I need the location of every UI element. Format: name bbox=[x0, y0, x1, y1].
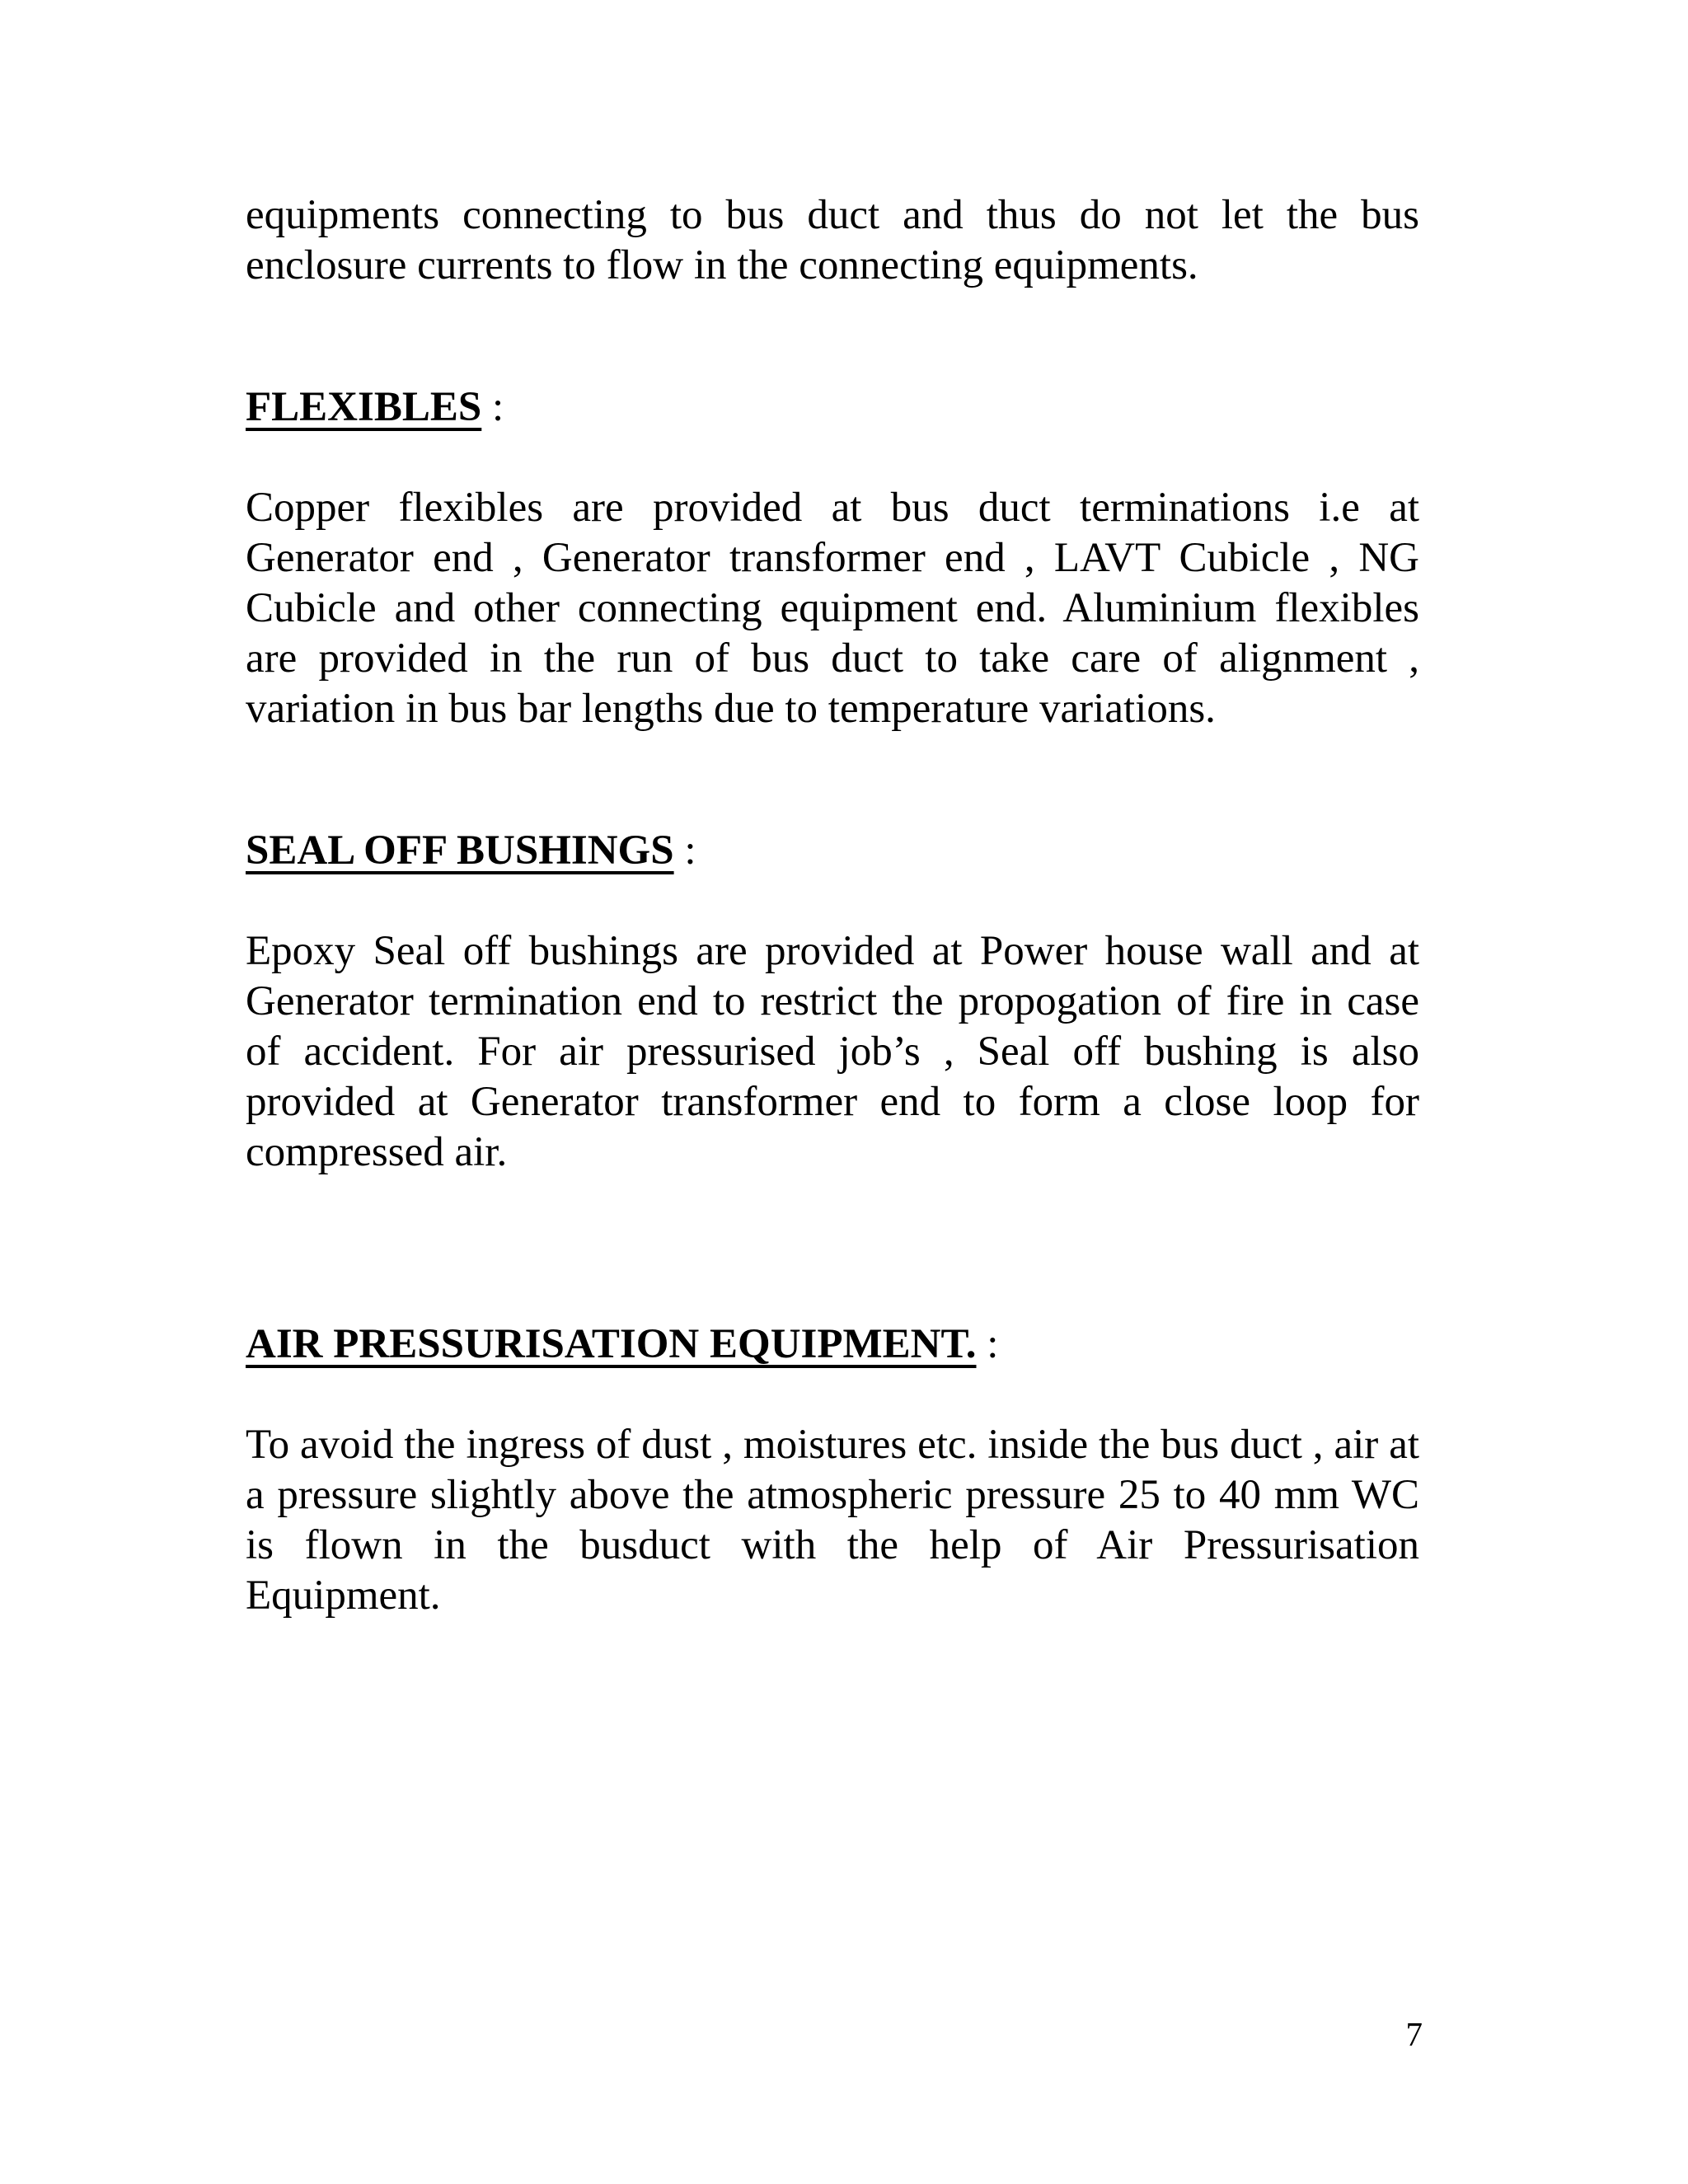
heading-title: SEAL OFF BUSHINGS bbox=[246, 827, 674, 874]
heading-colon: : bbox=[481, 384, 504, 430]
heading-colon: : bbox=[976, 1321, 999, 1367]
heading-colon: : bbox=[673, 827, 696, 874]
section-body-seal-off-bushings: Epoxy Seal off bushings are provided at Power house wall and at Generator termination end to restrict the propogation of fire in case of accident. For air pressurised job’s , Seal off bushing is also provided at Generator transformer end to form a close loop for compressed air. bbox=[246, 928, 1419, 1175]
section-body-air-pressurisation: To avoid the ingress of dust , moistures etc. inside the bus duct , air at a pressure slightly above the atmospheric pressure 25 to 40 mm WC is flown in the busduct with the help of Air Pressurisation Equipment. bbox=[246, 1422, 1419, 1619]
heading-title: FLEXIBLES bbox=[246, 384, 482, 430]
section-heading-air-pressurisation bbox=[246, 1319, 1419, 1370]
document-body bbox=[246, 190, 1419, 1621]
section-heading-flexibles bbox=[246, 382, 1419, 433]
heading-title: AIR PRESSURISATION EQUIPMENT. bbox=[246, 1321, 977, 1367]
section-heading-seal-off-bushings bbox=[246, 826, 1419, 876]
page-number: 7 bbox=[1405, 2015, 1423, 2053]
section-body-flexibles: Copper flexibles are provided at bus duct terminations i.e at Generator end , Generator transformer end , LAVT Cubicle , NG Cubicle and other connecting equipment end. Aluminium flexibles are provided in the run of bus duct to take care of alignment , variation in bus bar lengths due to temperature variations. bbox=[246, 485, 1419, 732]
intro-paragraph: equipments connecting to bus duct and thus do not let the bus enclosure currents to flow in the connecting equipments. bbox=[246, 192, 1419, 288]
